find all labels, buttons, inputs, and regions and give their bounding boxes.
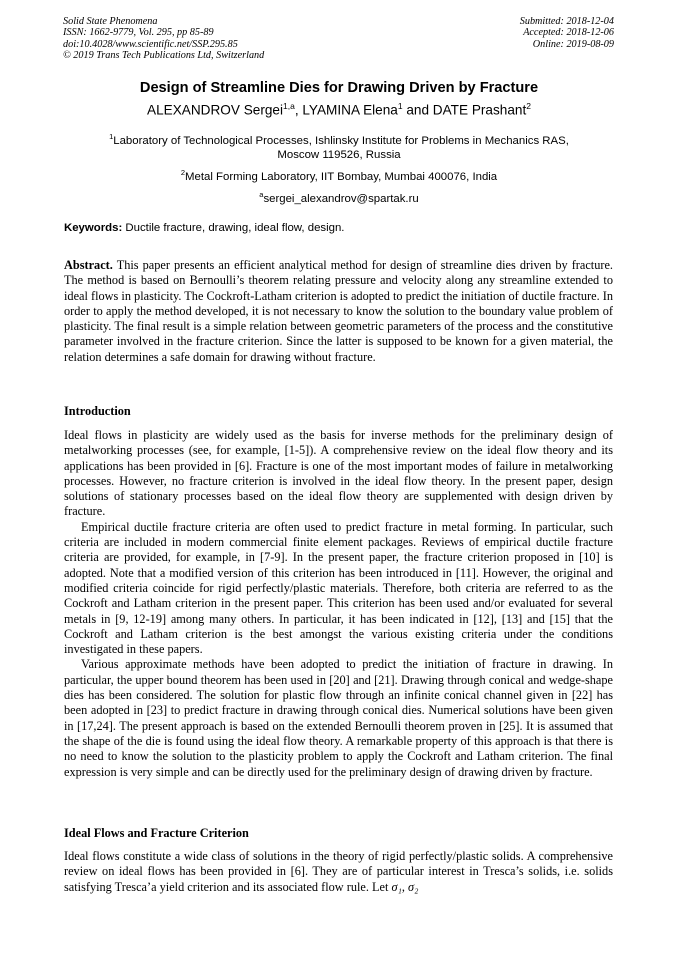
submission-dates bbox=[520, 16, 614, 50]
issn-line: ISSN: 1662-9779, Vol. 295, pp 85-89 bbox=[63, 27, 214, 39]
ideal-flows-body bbox=[64, 849, 613, 895]
abstract-text: This paper presents an efficient analytical method for design of streamline dies driven by fracture. The method is based on Bernoulli’s theorem relating pressure and velocity along any streamline extended to ideal flows in plasticity. The Cockroft-Latham criterion is adopted to predict the initiation of ductile fracture. In order to apply the method developed, it is not necessary to know the solution to the boundary value problem of plasticity. The final result is a simple relation between geometric parameters of the process and the constitutive parameter involved in the fracture criterion. Since the latter is supposed to be known for a given material, the relation determines a safe domain for drawing without fracture. bbox=[64, 258, 613, 364]
abstract bbox=[64, 258, 613, 365]
author-name: and DATE Prashant bbox=[402, 102, 527, 118]
section-heading-introduction: Introduction bbox=[64, 404, 131, 418]
author-name: , LYAMINA Elena bbox=[294, 102, 398, 118]
sigma-1-symbol: σ₁ bbox=[391, 879, 402, 894]
paragraph: Ideal flows in plasticity are widely used as the basis for inverse methods for the preliminary design of metalworking processes (see, for example, [1-5]). A comprehensive review on the ideal flow theory and its applications has been provided in [6]. Fracture is one of the most important modes of failure in metalworking processes. However, no fracture criterion is involved in the ideal flow theory. In the present paper, design solutions of stationary processes based on the ideal flow theory are supplemented with design driven by fracture. bbox=[64, 428, 613, 519]
author-superscript: 1 bbox=[397, 101, 403, 111]
affiliation-text: Moscow 119526, Russia bbox=[277, 149, 401, 162]
author-name: ALEXANDROV Sergei bbox=[147, 102, 283, 118]
copyright-line: © 2019 Trans Tech Publications Ltd, Switzerland bbox=[63, 50, 265, 62]
author-list bbox=[40, 101, 638, 118]
section-heading-ideal-flows: Ideal Flows and Fracture Criterion bbox=[64, 826, 249, 840]
author-superscript: 2 bbox=[526, 101, 531, 111]
paper-title: Design of Streamline Dies for Drawing Driven by Fracture bbox=[139, 80, 539, 96]
author-email bbox=[63, 188, 615, 206]
email-marker: a bbox=[259, 190, 264, 199]
introduction-body bbox=[64, 428, 613, 780]
journal-name: Solid State Phenomena bbox=[63, 16, 158, 27]
affiliation-marker: 2 bbox=[180, 168, 186, 177]
submitted-date: Submitted: 2018-12-04 bbox=[519, 16, 614, 27]
paragraph: Empirical ductile fracture criteria are often used to predict fracture in metal forming. In particular, such criteria are included in modern commercial finite element packages. Reviews of empirical ductile fracture criteria are provided, for example, in [7-9]. In the present paper, the fracture criterion proposed in [10] is adopted. Note that a modified version of this criterion has been introduced in [11]. However, the original and modified criteria coincide for rigid perfectly/plastic materials. Therefore, both criteria are referred to as the Cockroft and Latham criterion in the present paper. This criterion has been used and/or evaluated for several metals in [9, 12-19] among many others. In particular, it has been indicated in [12], [13] and [15] that the Cockroft and Latham criterion is the best amongst the various existing criteria under the conditions investigated in these papers. bbox=[64, 519, 613, 657]
paragraph: Various approximate methods have been adopted to predict the initiation of fracture in drawing. In particular, the upper bound theorem has been used in [20] and [21]. Drawing through conical and wedge-shape dies has been considered. The solution for plastic flow through an infinite conical channel given in [22] has been adopted in [23] to predict fracture in drawing through conical dies. Numerical solutions have been given in [17,24]. The present approach is based on the extended Bernoulli theorem proven in [25]. It is assumed that the shape of the die is found using the ideal flow theory. A remarkable property of this approach is that there is no need to know the solution to the plasticity problem to apply the Cockroft and Latham criterion. The final expression is very simple and can be directly used for the preliminary design of drawing driven by fracture. bbox=[64, 657, 613, 779]
abstract-label: Abstract. bbox=[64, 258, 113, 272]
affiliation-1 bbox=[63, 130, 615, 163]
paragraph: Ideal flows constitute a wide class of solutions in the theory of rigid perfectly/plastic solids. A comprehensive review on ideal flows has been provided in [6]. They are of particular interest in Tresca’s solids, i.e. solids satisfying Tresca’a yield criterion and its associated flow rule. Let bbox=[64, 849, 613, 894]
doi-line: doi:10.4028/www.scientific.net/SSP.295.85 bbox=[63, 38, 238, 50]
online-date: Online: 2019-08-09 bbox=[532, 38, 614, 50]
journal-info bbox=[63, 16, 264, 62]
author-superscript: 1,a bbox=[283, 101, 295, 111]
keywords-text: Ductile fracture, drawing, ideal flow, design. bbox=[122, 222, 345, 234]
affiliation-text: Metal Forming Laboratory, IIT Bombay, Mumbai 400076, India bbox=[185, 170, 498, 183]
accepted-date: Accepted: 2018-12-06 bbox=[523, 27, 614, 39]
affiliation-text: Laboratory of Technological Processes, Ishlinsky Institute for Problems in Mechanics RAS, bbox=[113, 134, 569, 147]
sigma-2-symbol: σ₂ bbox=[408, 879, 419, 894]
email-address: sergei_alexandrov@spartak.ru bbox=[263, 192, 419, 205]
keywords bbox=[64, 222, 616, 234]
affiliation-marker: 1 bbox=[109, 132, 114, 141]
keywords-label: Keywords: bbox=[64, 222, 123, 234]
affiliation-2 bbox=[63, 166, 615, 184]
separator: , bbox=[401, 879, 408, 894]
